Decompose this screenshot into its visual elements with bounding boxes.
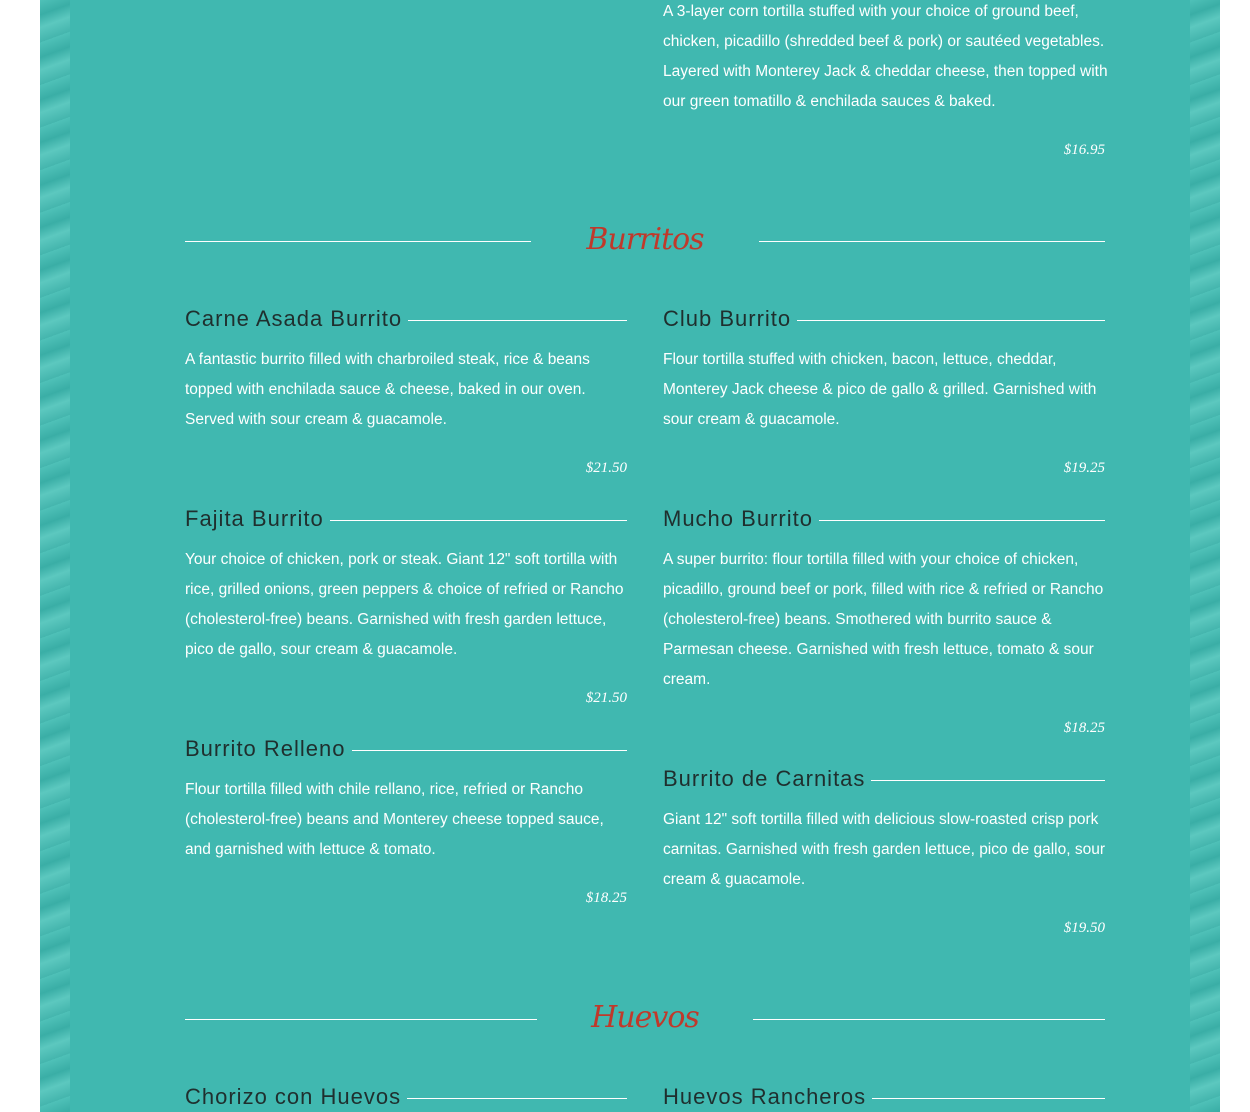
menu-item-chorizo-con-huevos (185, 1084, 627, 1110)
menu-item-burrito-relleno (185, 736, 627, 762)
item-description: A fantastic burrito filled with charbroiled steak, rice & beans topped with enchilada sauce & cheese, baked in our oven. Served with sour cream & guacamole. (185, 351, 590, 428)
item-price: $19.25 (1063, 460, 1105, 476)
item-description: Flour tortilla stuffed with chicken, bacon, lettuce, cheddar, Monterey Jack cheese & pico de gallo & grilled. Garnished with sour cream & guacamole. (663, 351, 1097, 428)
item-rule (819, 520, 1105, 521)
item-rule (352, 750, 627, 751)
item-price: $19.50 (1063, 920, 1105, 936)
item-title: Chorizo con Huevos (185, 1084, 402, 1109)
item-rule (871, 780, 1105, 781)
item-description: Giant 12" soft tortilla filled with delicious slow-roasted crisp pork carnitas. Garnished with fresh garden lettuce, pico de gallo, sour cream & guacamole. (663, 811, 1105, 888)
menu-item-fajita-burrito (185, 506, 627, 532)
menu-item-huevos-rancheros (663, 1084, 1105, 1110)
menu-item-burrito-de-carnitas (663, 766, 1105, 792)
item-title: Burrito Relleno (185, 736, 346, 761)
item-rule (797, 320, 1105, 321)
menu-item-mucho-burrito (663, 506, 1105, 532)
menu-item-club-burrito (663, 306, 1105, 332)
item-description: Flour tortilla filled with chile rellano, rice, refried or Rancho (cholesterol-free) beans and Monterey cheese topped sauce, and garnished with lettuce & tomato. (185, 781, 604, 858)
item-price: $21.50 (585, 460, 627, 476)
section-rule-right (753, 1019, 1105, 1020)
item-rule (408, 320, 627, 321)
section-rule-right (759, 241, 1105, 242)
section-title-huevos: Huevos (591, 1000, 699, 1035)
item-rule (407, 1098, 627, 1099)
paper-texture-left (40, 0, 70, 1112)
item-title: Fajita Burrito (185, 506, 324, 531)
item-title: Huevos Rancheros (663, 1084, 867, 1109)
item-price: $18.25 (585, 890, 627, 906)
item-price: $21.50 (585, 690, 627, 706)
top-item-price: $16.95 (1063, 142, 1105, 158)
section-header-huevos (185, 1000, 1105, 1040)
item-description: A super burrito: flour tortilla filled with your choice of chicken, picadillo, ground beef or pork, filled with rice & refried or Rancho (cholesterol-free) beans. Smothered with burrito sauce & Parmesan cheese. Garnished with fresh lettuce, tomato & sour cream. (663, 551, 1104, 688)
item-title: Club Burrito (663, 306, 792, 331)
top-item-description: A 3-layer corn tortilla stuffed with your choice of ground beef, chicken, picadillo (shredded beef & pork) or sautéed vegetables. Layered with Monterey Jack & cheddar cheese, then topped with our green tomatillo & enchilada sauces & baked. (663, 3, 1108, 110)
item-title: Carne Asada Burrito (185, 306, 403, 331)
paper-texture-right (1190, 0, 1220, 1112)
section-title-burritos: Burritos (586, 222, 704, 257)
item-title: Burrito de Carnitas (663, 766, 866, 791)
menu-item-carne-asada-burrito (185, 306, 627, 332)
item-description: Your choice of chicken, pork or steak. Giant 12" soft tortilla with rice, grilled onions, green peppers & choice of refried or Rancho (cholesterol-free) beans. Garnished with fresh garden lettuce, pico de gallo, sour cream & guacamole. (185, 551, 624, 658)
item-title: Mucho Burrito (663, 506, 813, 531)
item-rule (872, 1098, 1105, 1099)
section-header-burritos (185, 222, 1105, 262)
item-price: $18.25 (1063, 720, 1105, 736)
item-rule (330, 520, 627, 521)
